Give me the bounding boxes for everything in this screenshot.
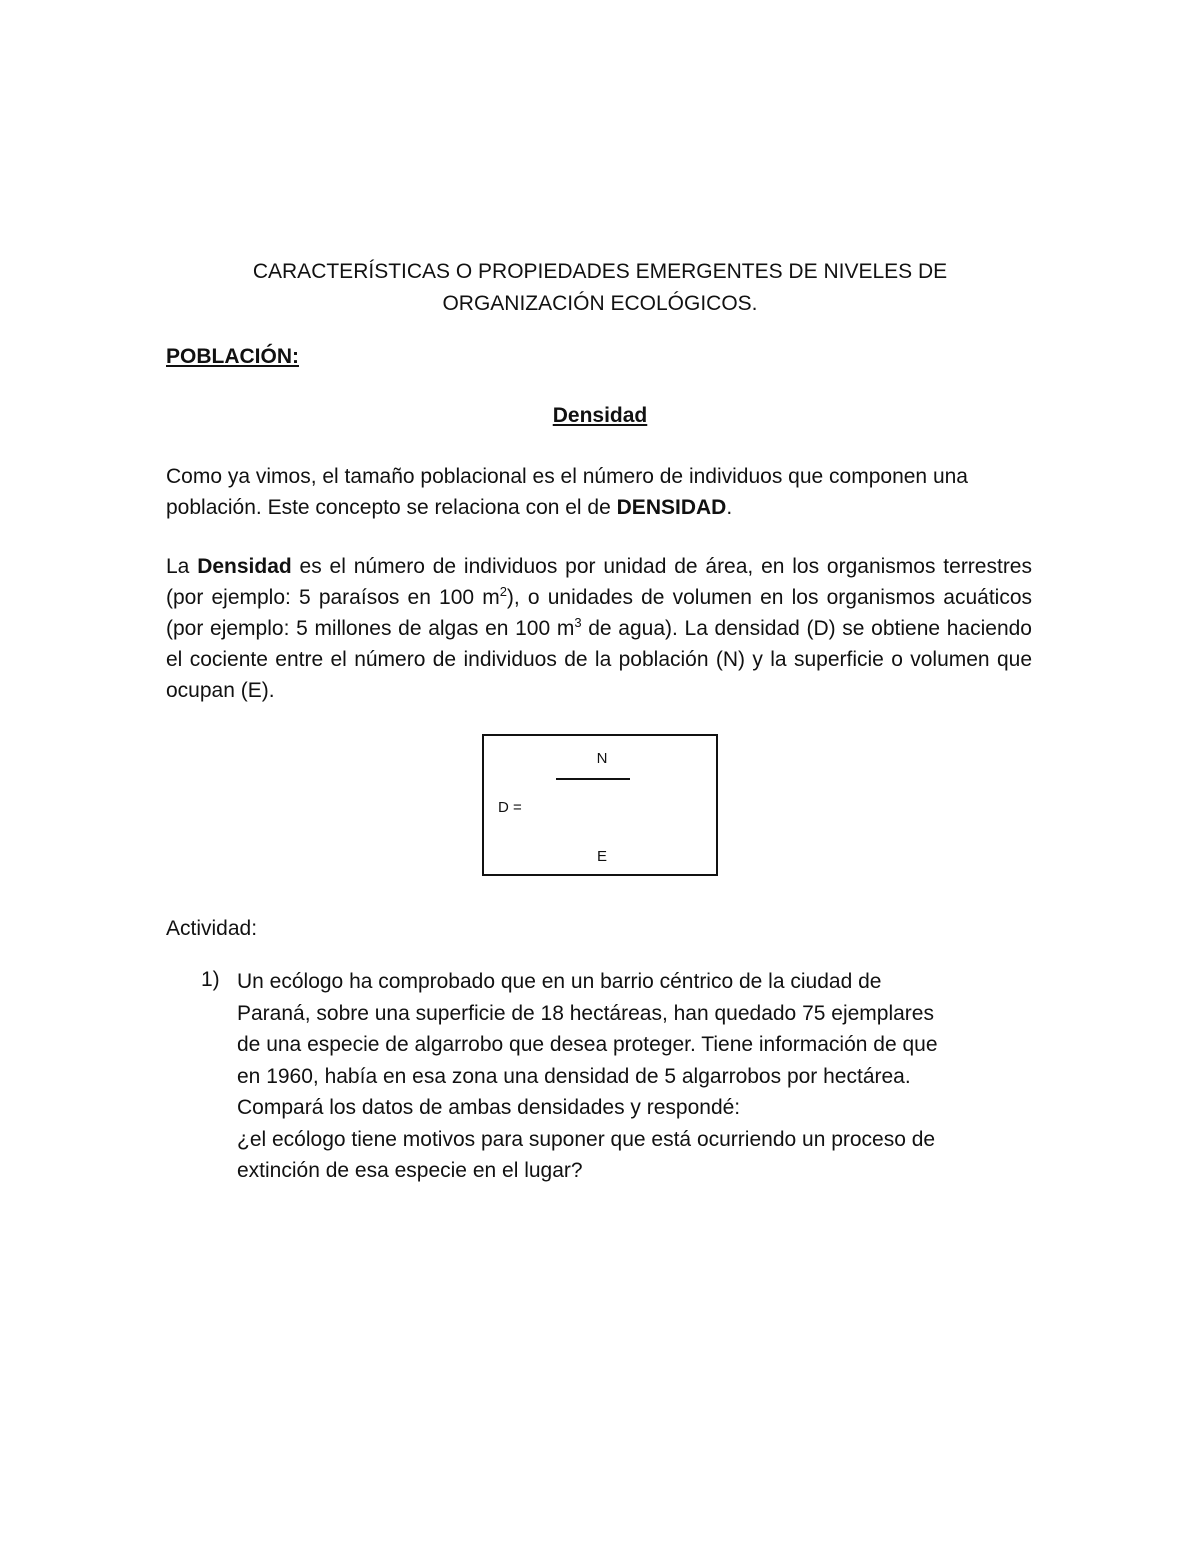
- subheading-densidad: Densidad: [552, 404, 648, 427]
- activity-line: extinción de esa especie en el lugar?: [237, 1159, 583, 1182]
- title-line-1: CARACTERÍSTICAS O PROPIEDADES EMERGENTES DE NIVELES DE: [252, 260, 948, 283]
- superscript-3: 3: [574, 615, 582, 630]
- paragraph-tamano-poblacional: [166, 461, 1032, 523]
- paragraph-definicion-densidad: [166, 551, 1032, 706]
- paragraph2-part3: de agua). La densidad (D) se obtiene haciendo el cociente entre el número de individuos de la población (N) y la superficie o volumen que ocupan (E).: [166, 617, 1032, 702]
- paragraph1-end: .: [726, 496, 733, 519]
- paragraph2-part1: es el número de individuos por unidad de área, en los organismos terrestres (por ejemplo: 5 paraísos en 100 m: [166, 555, 1032, 609]
- section-heading: POBLACIÓN:: [166, 345, 299, 368]
- paragraph2-start: La: [166, 555, 198, 578]
- paragraph1-text: Como ya vimos, el tamaño poblacional es el número de individuos que componen una población. Este concepto se relaciona con el de: [166, 465, 968, 519]
- density-formula-box: [482, 734, 718, 876]
- activity-line: de una especie de algarrobo que desea proteger. Tiene información de que: [237, 1033, 938, 1056]
- activity-label: Actividad:: [166, 917, 258, 940]
- activity-line: Paraná, sobre una superficie de 18 hectáreas, han quedado 75 ejemplares: [237, 1001, 934, 1025]
- fraction-bar: [556, 778, 630, 780]
- paragraph2-part2: ), o unidades de volumen en los organismos acuáticos (por ejemplo: 5 millones de algas en 100 m: [166, 586, 1033, 640]
- activity-line: Compará los datos de ambas densidades y respondé:: [237, 1096, 741, 1119]
- document-title: [166, 256, 1034, 320]
- formula-denominator: E: [596, 848, 607, 865]
- activity-line: ¿el ecólogo tiene motivos para suponer que está ocurriendo un proceso de: [237, 1127, 936, 1151]
- formula-lhs: D =: [498, 799, 522, 816]
- superscript-2: 2: [499, 584, 507, 599]
- paragraph1-bold-term: DENSIDAD: [616, 496, 727, 519]
- paragraph2-bold-term: Densidad: [197, 555, 292, 578]
- activity-item-number: 1): [201, 968, 220, 991]
- formula-numerator: N: [596, 750, 608, 767]
- activity-line: en 1960, había en esa zona una densidad de 5 algarrobos por hectárea.: [237, 1064, 911, 1088]
- title-line-2: ORGANIZACIÓN ECOLÓGICOS.: [442, 292, 758, 315]
- activity-item-text: [237, 966, 1037, 1187]
- activity-line: Un ecólogo ha comprobado que en un barrio céntrico de la ciudad de: [237, 970, 882, 993]
